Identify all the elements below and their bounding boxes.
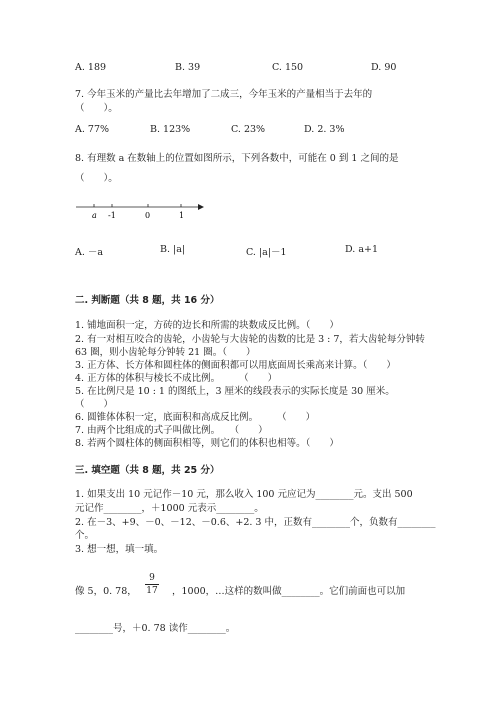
- q6-option-b: B. 39: [175, 62, 201, 73]
- label-1: 1: [179, 211, 185, 220]
- judge-line-7: （ ）: [75, 399, 114, 410]
- fill-q3-suffix: ，1000，…这样的数叫做________。它们前面也可以加: [172, 586, 406, 597]
- fill-q3-prefix: 像 5，0. 78，: [75, 586, 137, 597]
- q8-option-b: B. |a|: [160, 244, 186, 255]
- judge-line-9: 7. 由两个比组成的式子叫做比例。 （ ）: [75, 425, 268, 436]
- fraction-9-17: [145, 573, 159, 596]
- q7-stem-line1: 7. 今年玉米的产量比去年增加了二成三，今年玉米的产量相当于去年的: [75, 89, 373, 100]
- fill-line-2: 元记作________，＋1000 元表示________。: [75, 503, 264, 514]
- judge-line-6: 5. 在比例尺是 10 : 1 的图纸上，3 厘米的线段表示的实际长度是 30 厘米。: [75, 386, 395, 397]
- fill-line-1: 1. 如果支出 10 元记作－10 元，那么收入 100 元应记为________元。支出 500: [75, 489, 413, 500]
- judge-line-5: 4. 正方体的体积与棱长不成比例。 （ ）: [75, 373, 278, 384]
- q7-option-b: B. 123%: [150, 124, 191, 135]
- section3-title: 三. 填空题（共 8 题，共 25 分）: [75, 465, 220, 476]
- fill-line-5: 3. 想一想，填一填。: [75, 544, 164, 555]
- q8-option-d: D. a+1: [345, 244, 378, 255]
- judge-line-3: 63 圈，则小齿轮每分钟转 21 圈。（ ）: [75, 347, 256, 358]
- label-minus1: -1: [108, 211, 116, 220]
- q6-option-d: D. 90: [371, 62, 397, 73]
- q6-option-a: A. 189: [75, 62, 107, 73]
- q6-option-c: C. 150: [272, 62, 304, 73]
- judge-line-1: 1. 铺地面积一定，方砖的边长和所需的块数成反比例。（ ）: [75, 320, 339, 331]
- q8-option-a: A. －a: [75, 247, 104, 258]
- judge-line-2: 2. 有一对相互咬合的齿轮，小齿轮与大齿轮的齿数的比是 3 : 7，若大齿轮每分钟转: [75, 334, 425, 345]
- fill-line-4: 个。: [75, 530, 95, 541]
- judge-line-4: 3. 正方体、长方体和圆柱体的侧面积都可以用底面周长乘高来计算。（ ）: [75, 360, 396, 371]
- q8-stem-line1: 8. 有理数 a 在数轴上的位置如图所示，下列各数中，可能在 0 到 1 之间的是: [75, 153, 399, 164]
- fill-line-3: 2. 在－3、+9、－0、－12、－0.6、+2. 3 中，正数有________个，负数有________: [75, 517, 436, 528]
- number-line-arrow: [198, 204, 204, 210]
- q8-stem-line2: （ ）。: [75, 173, 118, 184]
- fraction-denominator: 17: [146, 586, 158, 596]
- label-0: 0: [145, 211, 151, 220]
- section2-title: 二. 判断题（共 8 题，共 16 分）: [75, 295, 220, 306]
- q7-option-c: C. 23%: [231, 124, 266, 135]
- fraction-bar: [145, 584, 159, 585]
- number-line-diagram: [70, 196, 210, 222]
- fill-q3-line2: ________号，＋0. 78 读作________。: [75, 623, 236, 634]
- q7-stem-line2: （ ）。: [75, 103, 118, 114]
- label-a: a: [92, 211, 97, 220]
- q7-option-d: D. 2. 3%: [304, 124, 345, 135]
- judge-line-10: 8. 若两个圆柱体的侧面积相等，则它们的体积也相等。（ ）: [75, 438, 339, 449]
- judge-line-8: 6. 圆锥体体积一定，底面积和高成反比例。 （ ）: [75, 412, 316, 423]
- q7-option-a: A. 77%: [75, 124, 110, 135]
- q8-option-c: C. |a|－1: [246, 247, 287, 258]
- fraction-numerator: 9: [149, 573, 155, 583]
